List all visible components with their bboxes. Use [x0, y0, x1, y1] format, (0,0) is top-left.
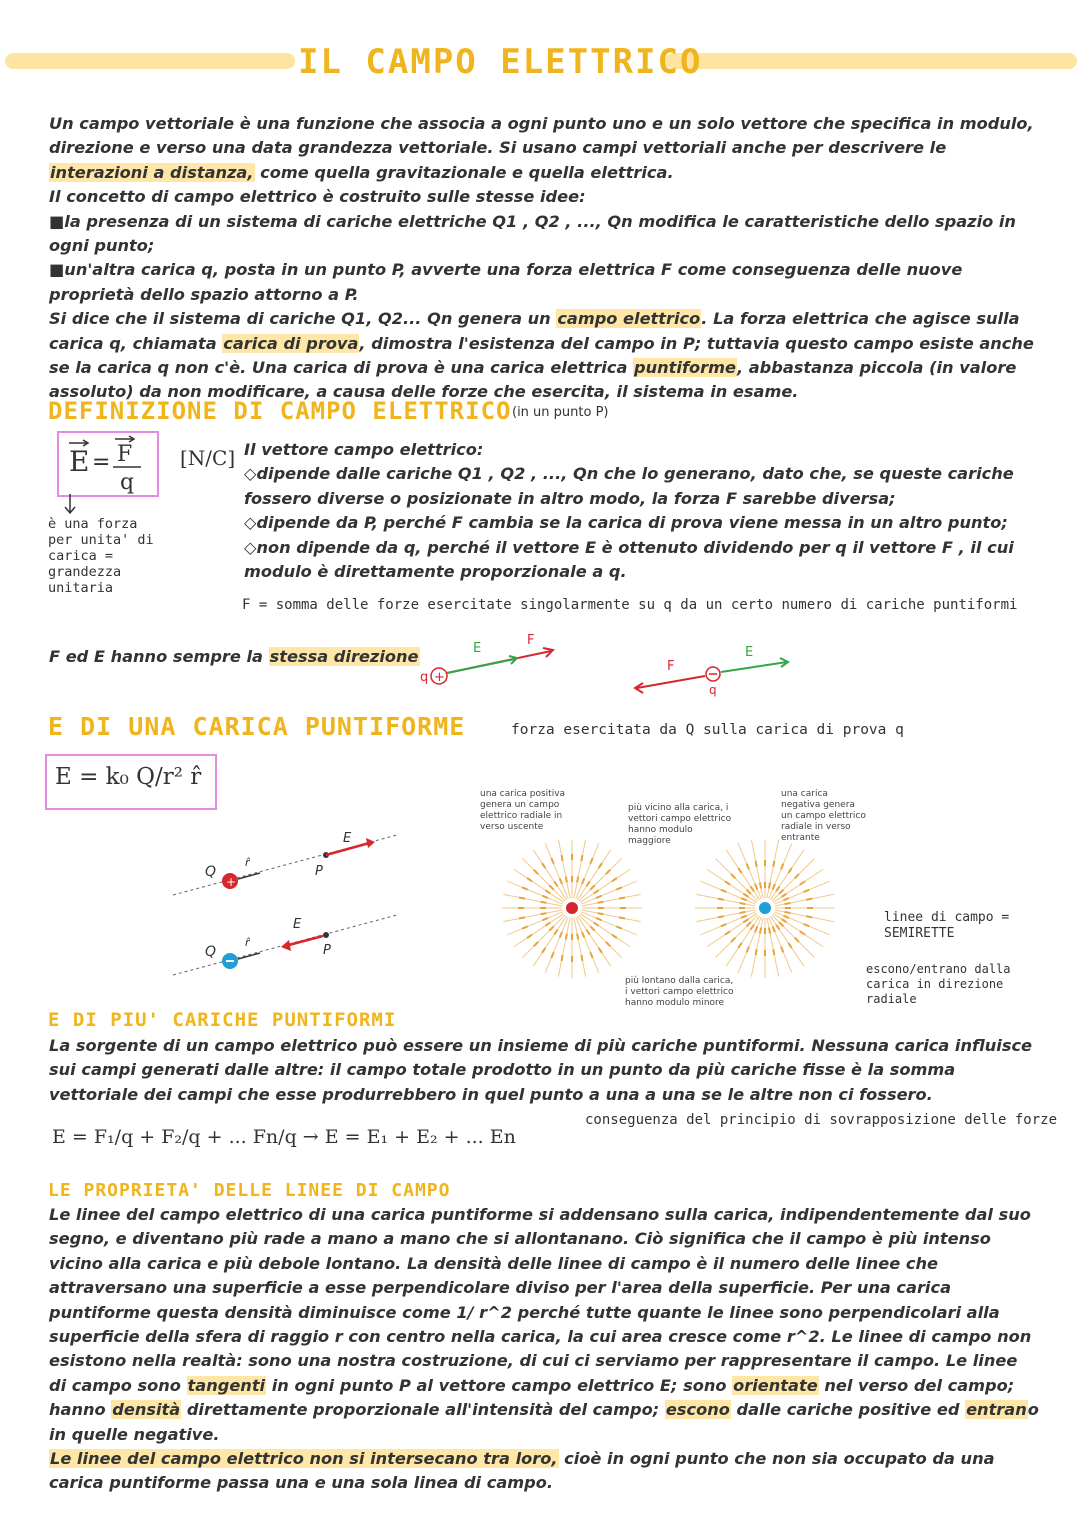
title-bar-right	[665, 53, 1077, 69]
svg-text:P: P	[315, 864, 323, 879]
field-vector	[612, 878, 617, 881]
page-title: IL CAMPO ELETTRICO	[298, 42, 703, 82]
field-vector	[519, 897, 525, 898]
svg-text:+: +	[434, 670, 445, 685]
field-vector	[718, 916, 724, 917]
field-vector	[545, 890, 550, 893]
field-vector	[596, 918, 602, 920]
field-vector	[747, 947, 749, 953]
field-vector	[527, 935, 532, 938]
field-vector	[541, 913, 547, 914]
field-vector	[725, 931, 730, 934]
field-vector	[554, 881, 557, 886]
field-vector	[782, 919, 787, 922]
field-vector	[760, 928, 761, 934]
svg-text:E: E	[343, 831, 352, 846]
field-vector	[581, 855, 582, 861]
definition-list: Il vettore campo elettrico: ◇dipende dalle cariche Q1 , Q2 , ..., Qn che lo generano, dato che, se queste cariche fossero diverse o posizionate in altro modo, la forza F sarebbe diversa; ◇dipende da P, perché F cambia se la carica di prova viene messa in un altro punto; ◇non dipende da q, perché il vettore E è ottenuto dividendo per q il vettore F , il cui modulo è direttamente proporzionale a q.	[244, 440, 1014, 582]
field-vector	[783, 916, 789, 918]
field-vector	[551, 858, 553, 864]
field-vector	[795, 938, 799, 942]
field-vector	[542, 918, 548, 920]
field-vector	[598, 913, 604, 914]
field-vector	[773, 884, 775, 890]
field-lines-side-note-2: escono/entrano dalla carica in direzione radiale	[866, 962, 1011, 1006]
svg-text:E: E	[745, 645, 754, 660]
field-vector	[788, 868, 791, 873]
field-vector	[549, 926, 553, 930]
positive-charge	[566, 902, 578, 914]
field-vector	[596, 896, 602, 898]
field-vector	[741, 916, 747, 918]
field-vector	[599, 948, 602, 953]
field-vector	[594, 890, 599, 893]
caption-far: più lontano dalla carica, i vettori campo elettrico hanno modulo minore	[625, 976, 734, 1008]
svg-text:E: E	[293, 917, 302, 932]
field-vector	[773, 926, 775, 932]
field-vector	[561, 855, 562, 861]
field-vector	[783, 898, 789, 900]
field-vector	[721, 924, 727, 926]
svg-text:r̂: r̂	[245, 936, 250, 949]
field-vector	[806, 916, 812, 917]
field-vector	[731, 874, 735, 878]
field-vector	[581, 955, 582, 961]
field-vector	[743, 919, 748, 922]
field-vector	[756, 949, 757, 955]
svg-text:Q: Q	[205, 944, 217, 960]
field-vector	[718, 899, 724, 900]
field-vector	[616, 887, 622, 889]
field-vector	[785, 903, 791, 904]
svg-text:q: q	[709, 683, 717, 697]
field-vector	[582, 878, 584, 884]
multi-charge-heading: E DI PIU' CARICHE PUNTIFORMI	[48, 1009, 397, 1031]
field-vector	[751, 925, 754, 930]
multi-charge-text: La sorgente di un campo elettrico può essere un insieme di più cariche puntiformi. Nessuna carica influisce sui campi generati dalle altre: il campo totale prodotto in un punto da più cariche fisse è la somma vettoriale dei campi che esse produrrebbero in quel punto a una a una se le altre non ci fossero.	[49, 1036, 1033, 1104]
field-vector	[773, 949, 774, 955]
svg-text:F: F	[527, 633, 535, 648]
field-vector	[776, 886, 779, 891]
field-vector	[747, 922, 751, 926]
field-vector	[616, 926, 622, 928]
point-charge-note: forza esercitata da Q sulla carica di prova q	[511, 722, 904, 738]
field-vector	[598, 902, 604, 903]
svg-text:q: q	[120, 470, 135, 495]
field-vector	[590, 952, 592, 958]
field-vector	[606, 870, 610, 874]
caption-positive: una carica positiva genera un campo elettrico radiale in verso uscente	[480, 789, 566, 832]
field-vector	[781, 864, 783, 870]
field-vector	[577, 934, 578, 940]
field-lines-text: Le linee del campo elettrico di una carica puntiforme si addensano sulla carica, indipendentemente dal suo segno, e diventano più rade a mano a mano che si allontanano. Ciò significa che il campo è più intenso vicino alla carica e più debole lontano. La densità delle linee di campo è il numero delle linee che attraversano una superficie a esse perpendicolare diviso per l'area della superficie. Per una carica puntiforme questa densità diminuisce come 1/ r^2 perché tutte quante le linee sono perpendicolari alla superficie della sfera di raggio r con centro nella carica, la cui area cresce come r^2. Le linee di campo non esistono nella realtà: sono una nostra costruzione, di cui ci serviamo per rappresentare il campo. Le linee di campo sono tangenti in ogni punto P al vettore campo elettrico E; sono orientate nel verso del campo; hanno densità direttamente proporzionale all'intensità del campo; escono dalle cariche positive ed entrano in quelle negative. Le linee del campo elettrico non si intersecano tra loro, cioè in ogni punto che non sia occupato da una carica puntiforme passa una e una sola linea di campo.	[49, 1205, 1039, 1493]
field-vector	[542, 896, 548, 898]
field-vector	[725, 881, 730, 884]
field-vector	[577, 877, 578, 883]
field-vector	[806, 899, 812, 900]
svg-text:P: P	[323, 943, 331, 958]
svg-text:E: E	[69, 445, 90, 478]
field-vector	[566, 877, 567, 883]
definition-formula	[57, 431, 157, 497]
point-charge-vector-diagram	[165, 820, 405, 985]
svg-text:r̂: r̂	[245, 856, 250, 869]
field-vector	[522, 887, 528, 889]
definition-heading: DEFINIZIONE DI CAMPO ELETTRICO	[48, 397, 512, 425]
field-vector	[804, 890, 810, 892]
unit-label: [N/C]	[180, 446, 236, 470]
field-vector	[590, 885, 594, 889]
field-vector	[781, 947, 783, 953]
field-vector	[785, 912, 791, 913]
field-vector	[590, 926, 594, 930]
field-vector	[743, 894, 748, 897]
field-vector	[779, 890, 783, 894]
field-vector	[738, 868, 741, 873]
field-vector	[782, 894, 787, 897]
field-vector	[779, 922, 783, 926]
svg-text:F: F	[667, 659, 675, 674]
field-vector	[522, 926, 528, 928]
force-sum-note: F = somma delle forze esercitate singolarmente su q da un certo numero di cariche puntiformi	[242, 597, 1018, 613]
field-vector	[738, 943, 741, 948]
negative-charge	[759, 902, 771, 914]
svg-text:E: E	[473, 641, 482, 656]
svg-text:=: =	[92, 450, 111, 475]
coulomb-formula: E = k₀ Q/r² r̂	[55, 764, 202, 790]
field-vector	[747, 864, 749, 870]
field-vector	[769, 928, 770, 934]
field-vector	[747, 890, 751, 894]
field-vector	[612, 935, 617, 938]
field-vector	[769, 882, 770, 888]
field-vector	[804, 924, 810, 926]
field-lines-side-note-1: linee di campo = SEMIRETTE	[884, 910, 1010, 941]
field-vector	[751, 886, 754, 891]
field-vector	[551, 952, 553, 958]
down-arrow-icon	[62, 494, 82, 516]
same-direction-text: F ed E hanno sempre la stessa direzione	[49, 647, 419, 666]
field-vector	[534, 942, 538, 946]
svg-text:q: q	[420, 670, 429, 685]
definition-side-note: è una forza per unita' di carica = grandezza unitaria	[48, 516, 154, 596]
field-vector	[566, 934, 567, 940]
field-vector	[739, 912, 745, 913]
field-vector	[545, 922, 550, 925]
field-vector	[582, 932, 584, 938]
field-vector	[586, 930, 589, 935]
field-vector	[776, 925, 779, 930]
field-vector	[795, 874, 799, 878]
field-vector	[549, 885, 553, 889]
field-vector	[756, 861, 757, 867]
field-vector	[554, 930, 557, 935]
title-bar-left	[5, 53, 295, 69]
field-vector	[755, 926, 757, 932]
field-vector	[606, 942, 610, 946]
field-vector	[731, 938, 735, 942]
field-vector	[619, 917, 625, 918]
field-vector	[590, 858, 592, 864]
field-vector	[534, 870, 538, 874]
force-field-direction-diagram	[415, 628, 805, 698]
field-vector	[739, 903, 745, 904]
field-vector	[721, 890, 727, 892]
field-vector	[541, 902, 547, 903]
caption-near: più vicino alla carica, i vettori campo elettrico hanno modulo maggiore	[628, 803, 732, 846]
field-vector	[586, 881, 589, 886]
field-vector	[599, 863, 602, 868]
field-vector	[560, 932, 562, 938]
svg-text:+: +	[226, 875, 237, 889]
caption-negative: una carica negativa genera un campo elettrico radiale in verso entrante	[781, 789, 866, 843]
superposition-formula: E = F₁/q + F₂/q + ... Fn/q → E = E₁ + E₂ + ... En	[52, 1126, 516, 1148]
field-vector	[800, 931, 805, 934]
svg-text:Q: Q	[205, 864, 217, 880]
field-vector	[741, 898, 747, 900]
field-vector	[773, 861, 774, 867]
field-vector	[560, 878, 562, 884]
intro-text: Un campo vettoriale è una funzione che associa a ogni punto uno e un solo vettore che specifica in modulo, direzione e verso una data grandezza vettoriale. Si usano campi vettoriali anche per descrivere le interazioni a distanza, come quella gravitazionale e quella elettrica. Il concetto di campo elettrico è costruito sulle stesse idee: ■la presenza di un sistema di cariche elettriche Q1 , Q2 , ..., Qn modifica le caratteristiche dello spazio in ogni punto; ■un'altra carica q, posta in un punto P, avverte una forza elettrica F come conseguenza delle nuove proprietà dello spazio attorno a P. Si dice che il sistema di cariche Q1, Q2... Qn genera un campo elettrico. La forza elettrica che agisce sulla carica q, chiamata carica di prova, dimostra l'esistenza del campo in P; tuttavia questo campo esiste anche se la carica q non c'è. Una carica di prova è una carica elettrica puntiforme, abbastanza piccola (in valore assoluto) da non modificare, a causa delle forze che esercita, il sistema in esame.	[49, 114, 1034, 402]
field-vector	[561, 955, 562, 961]
field-vector	[800, 881, 805, 884]
point-charge-heading: E DI UNA CARICA PUNTIFORME	[48, 712, 466, 741]
svg-text:F: F	[117, 442, 133, 467]
field-vector	[527, 878, 532, 881]
field-vector	[542, 948, 545, 953]
definition-heading-note: (in un punto P)	[512, 405, 609, 420]
field-vector	[542, 863, 545, 868]
superposition-note: conseguenza del principio di sovrapposizione delle forze	[585, 1112, 1058, 1128]
field-vector	[755, 884, 757, 890]
field-lines-heading: LE PROPRIETA' DELLE LINEE DI CAMPO	[48, 1180, 451, 1201]
field-vector	[594, 922, 599, 925]
field-vector	[788, 943, 791, 948]
field-vector	[760, 882, 761, 888]
field-vector	[619, 897, 625, 898]
field-vector	[519, 917, 525, 918]
